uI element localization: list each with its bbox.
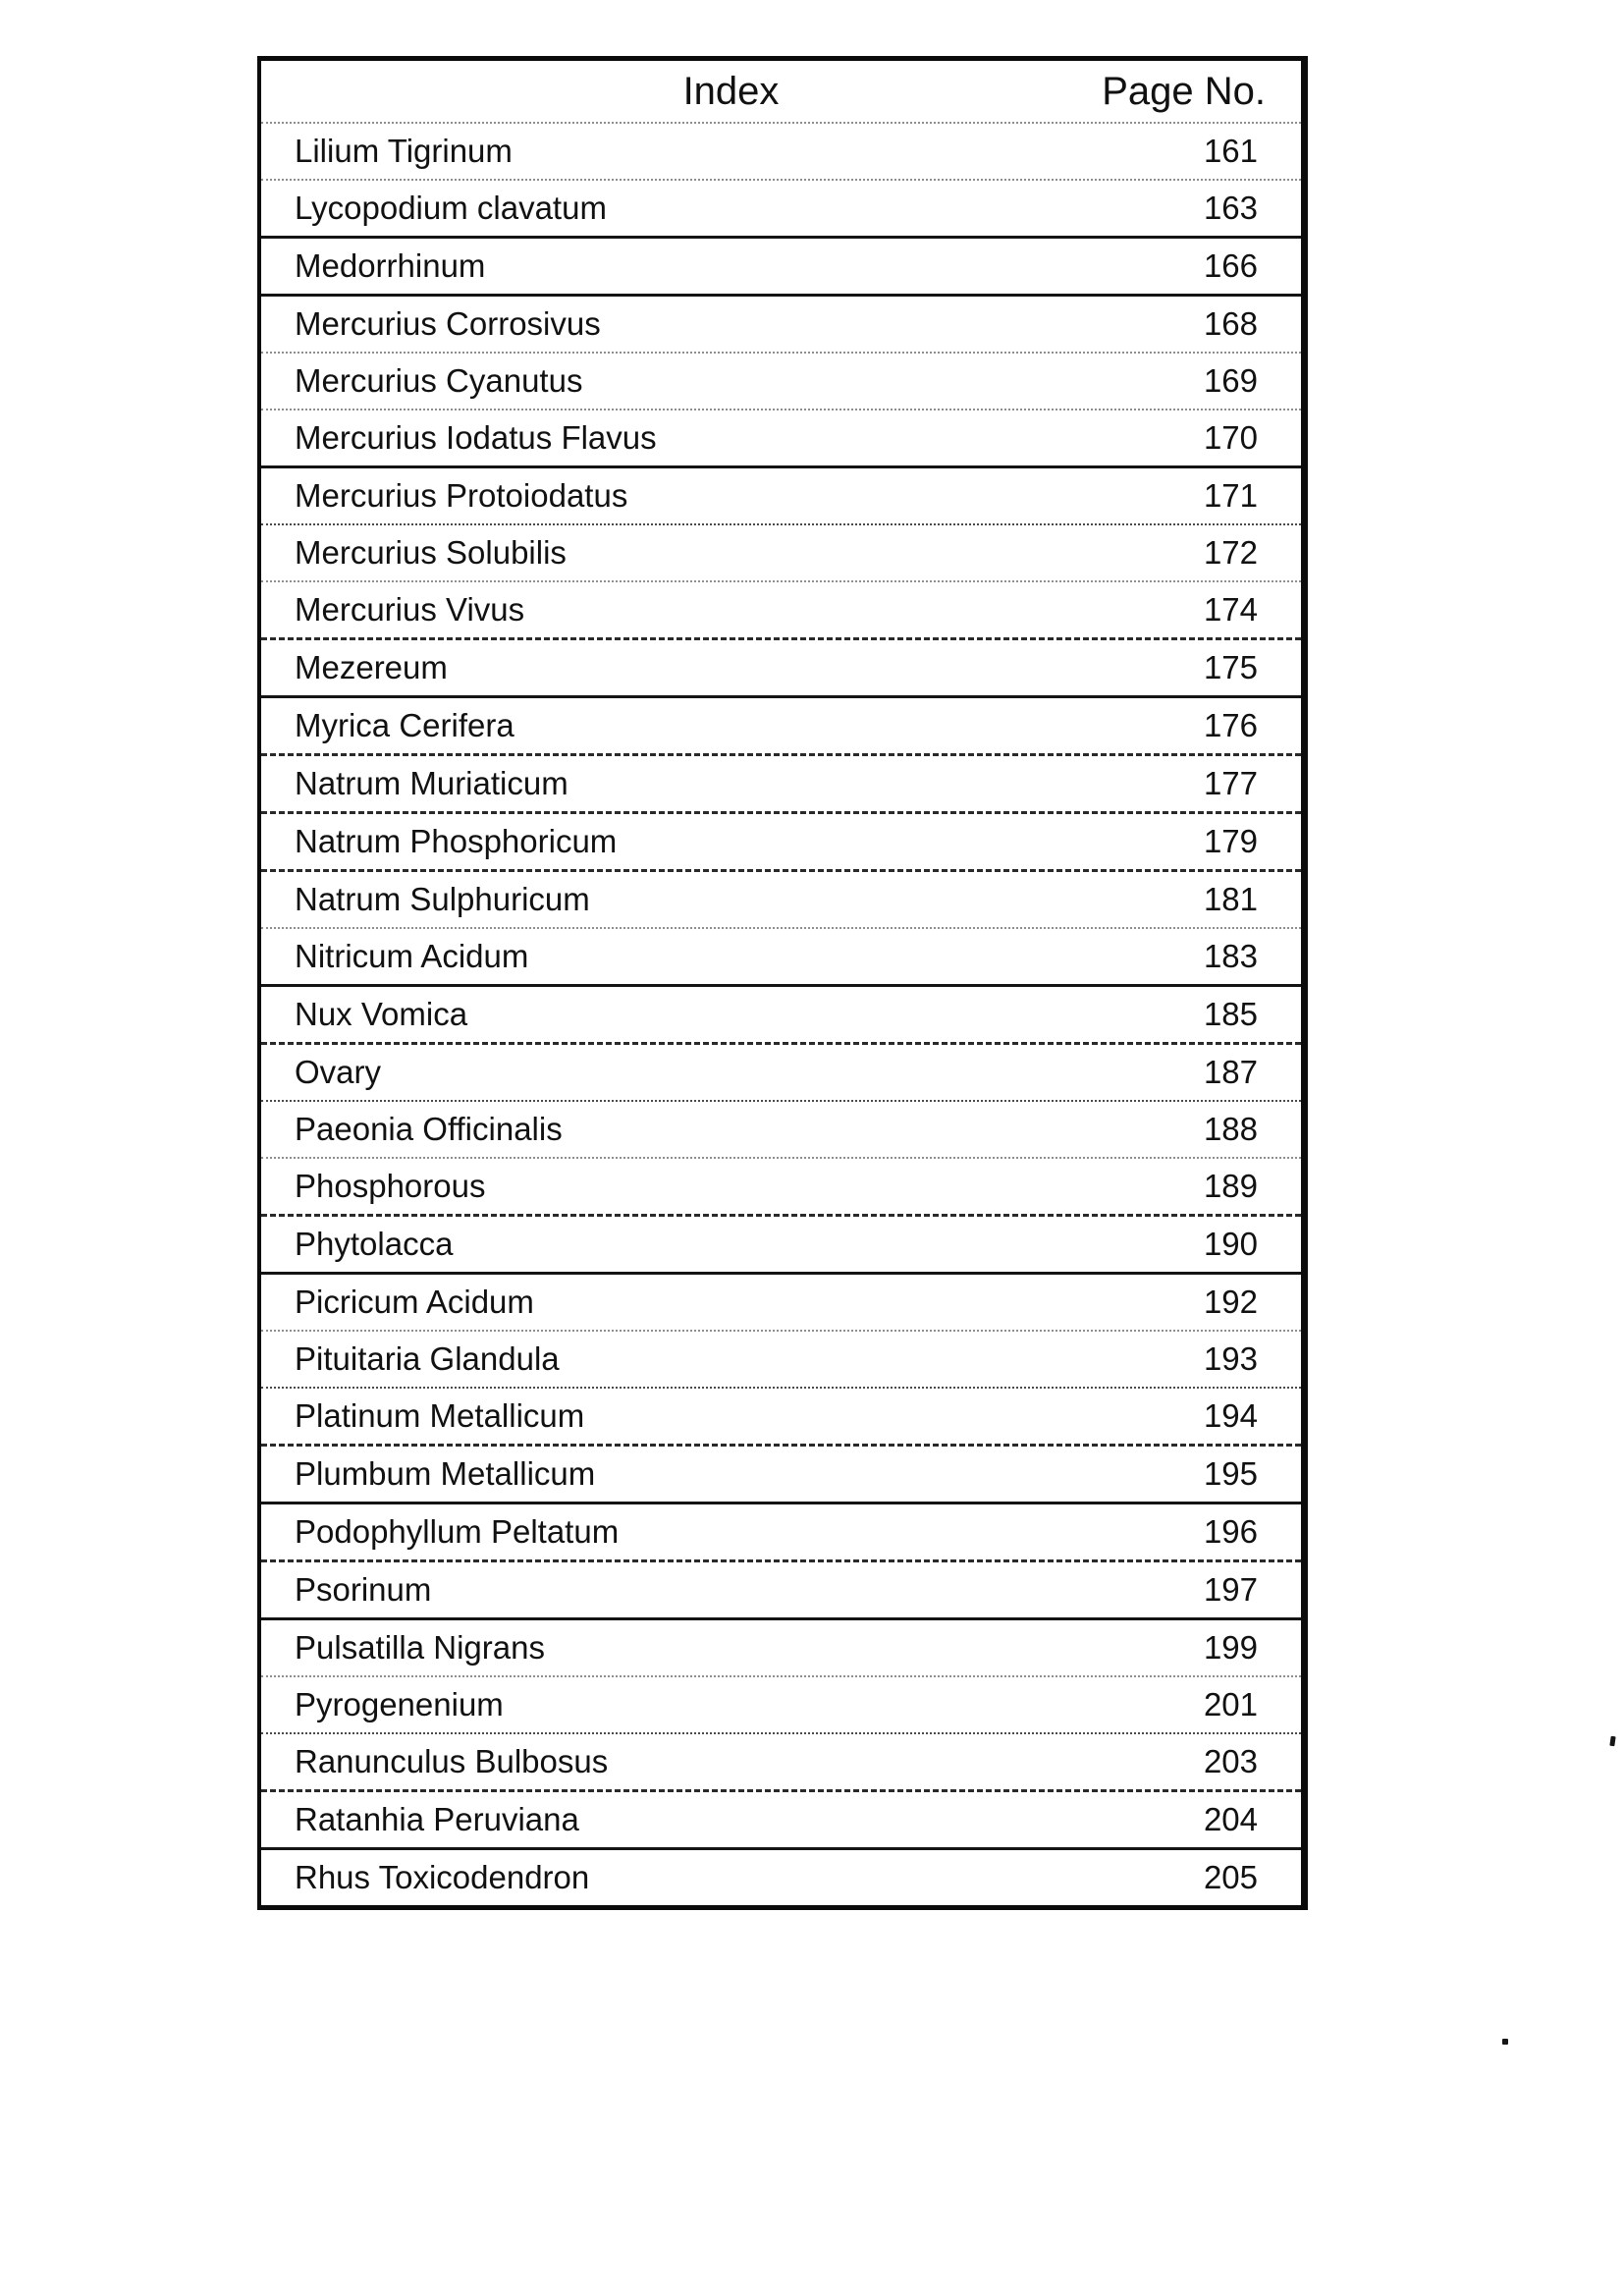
remedy-name: Podophyllum Peltatum [295,1513,620,1550]
page-number: 195 [1203,1455,1258,1492]
table-row [261,294,1301,352]
remedy-name: Nux Vomica [295,996,468,1032]
table-row [261,1502,1301,1559]
scan-speck [1502,2039,1508,2045]
table-row [261,927,1301,984]
remedy-name: Pyrogenenium [295,1686,504,1722]
remedy-name: Mercurius Solubilis [295,534,567,571]
remedy-name: Mercurius Vivus [295,591,525,628]
page-number: 201 [1203,1686,1258,1722]
page-number: 188 [1203,1111,1258,1147]
remedy-name: Ratanhia Peruviana [295,1801,579,1837]
page-number: 168 [1203,305,1258,342]
page-number: 171 [1203,477,1258,514]
table-row [261,1732,1301,1789]
remedy-name: Platinum Metallicum [295,1397,585,1434]
page-number: 161 [1203,133,1258,169]
page-number: 199 [1203,1629,1258,1666]
table-row [261,1157,1301,1214]
page-number: 187 [1203,1054,1258,1090]
remedy-name: Paeonia Officinalis [295,1111,563,1147]
remedy-name: Mercurius Cyanutus [295,362,583,399]
remedy-name: Lilium Tigrinum [295,133,513,169]
table-row [261,1444,1301,1502]
remedy-name: Ranunculus Bulbosus [295,1743,609,1779]
page-number: 194 [1203,1397,1258,1434]
scan-speck [1609,1736,1615,1747]
page-number: 163 [1203,190,1258,226]
table-row [261,984,1301,1042]
table-row [261,1330,1301,1387]
page-number: 174 [1203,591,1258,628]
remedy-name: Phytolacca [295,1226,454,1262]
page-number: 196 [1203,1513,1258,1550]
table-row [261,523,1301,580]
remedy-name: Psorinum [295,1571,432,1608]
remedy-name: Medorrhinum [295,247,486,284]
page-number: 177 [1203,765,1258,801]
table-row [261,1042,1301,1100]
remedy-name: Nitricum Acidum [295,938,529,974]
page-number: 197 [1203,1571,1258,1608]
remedy-name: Ovary [295,1054,382,1090]
table-row [261,352,1301,409]
page-number: 204 [1203,1801,1258,1837]
remedy-name: Pulsatilla Nigrans [295,1629,545,1666]
remedy-name: Myrica Cerifera [295,707,514,743]
page-number: 189 [1203,1168,1258,1204]
remedy-name: Picricum Acidum [295,1284,534,1320]
table-row [261,1847,1301,1905]
remedy-name: Phosphorous [295,1168,486,1204]
table-row [261,811,1301,869]
page-number: 203 [1203,1743,1258,1779]
table-row [261,1387,1301,1444]
remedy-name: Natrum Muriaticum [295,765,568,801]
page-number: 205 [1203,1859,1258,1895]
table-rows [261,122,1301,1905]
table-row [261,1272,1301,1330]
page-number: 179 [1203,823,1258,859]
index-table [257,56,1308,1910]
page-number: 175 [1203,649,1258,685]
table-row [261,695,1301,753]
table-row [261,580,1301,637]
table-row [261,869,1301,927]
remedy-name: Mezereum [295,649,448,685]
remedy-name: Mercurius Iodatus Flavus [295,419,657,456]
remedy-name: Natrum Sulphuricum [295,881,590,917]
remedy-name: Mercurius Protoiodatus [295,477,628,514]
table-row [261,122,1301,179]
page-number: 183 [1203,938,1258,974]
page-number: 181 [1203,881,1258,917]
table-row [261,1789,1301,1847]
table-row [261,1559,1301,1617]
page-number: 172 [1203,534,1258,571]
page-number: 166 [1203,247,1258,284]
table-row [261,409,1301,465]
table-row [261,1214,1301,1272]
page-number: 169 [1203,362,1258,399]
page-number: 185 [1203,996,1258,1032]
page-no-column-header: Page No. [1102,69,1266,113]
table-row [261,1675,1301,1732]
remedy-name: Pituitaria Glandula [295,1340,560,1377]
remedy-name: Plumbum Metallicum [295,1455,596,1492]
remedy-name: Lycopodium clavatum [295,190,607,226]
remedy-name: Rhus Toxicodendron [295,1859,590,1895]
page-number: 193 [1203,1340,1258,1377]
remedy-name: Natrum Phosphoricum [295,823,618,859]
table-row [261,236,1301,294]
table-row [261,1100,1301,1157]
table-row [261,465,1301,523]
page-number: 190 [1203,1226,1258,1262]
table-row [261,753,1301,811]
table-row [261,637,1301,695]
table-header-row [261,61,1301,122]
page-number: 192 [1203,1284,1258,1320]
remedy-name: Mercurius Corrosivus [295,305,601,342]
table-row [261,1617,1301,1675]
index-column-header: Index [682,69,780,113]
table-row [261,179,1301,236]
page-number: 176 [1203,707,1258,743]
page-number: 170 [1203,419,1258,456]
